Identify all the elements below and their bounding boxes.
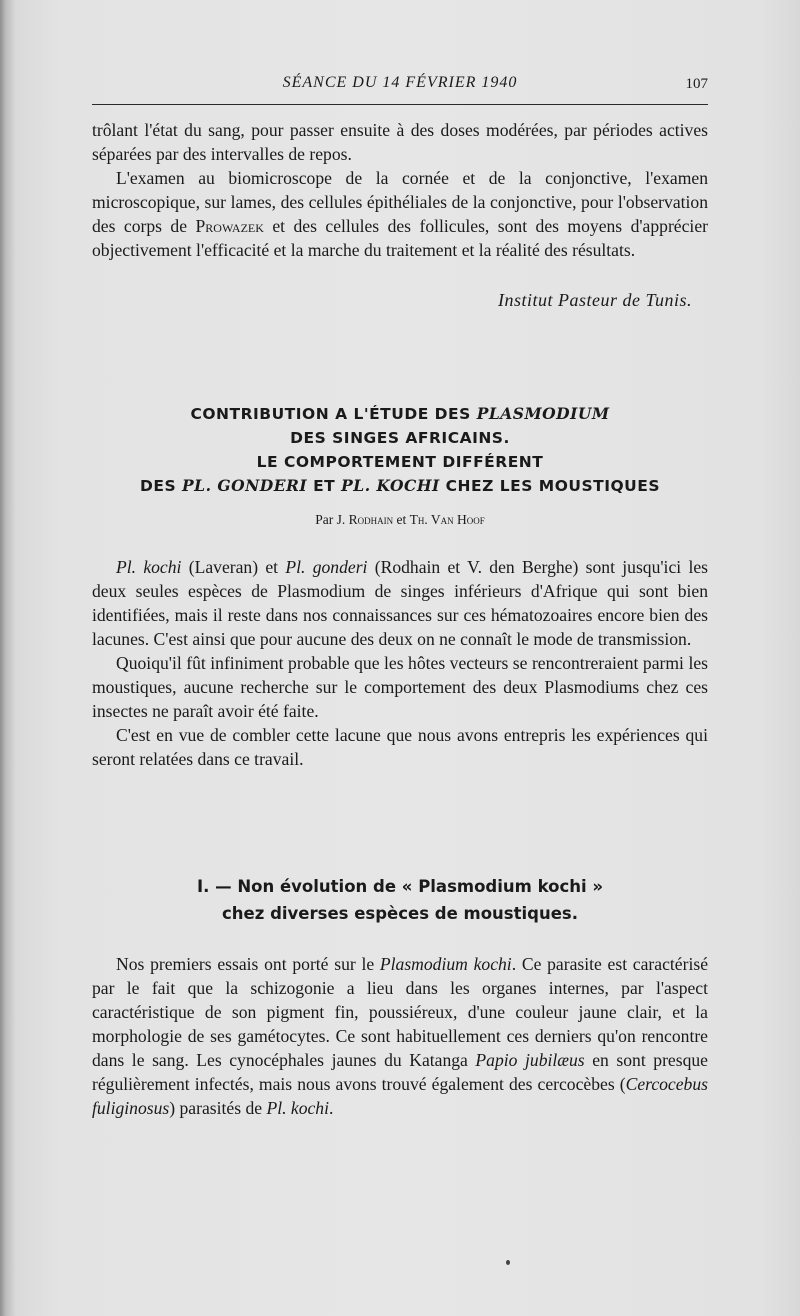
prev-paragraph-1: trôlant l'état du sang, pour passer ensuite à des doses modérées, par périodes actives séparées par des intervalles de repos. (92, 120, 708, 164)
article-title (92, 402, 708, 498)
title-l4-italic-1: PL. GONDERI (182, 476, 308, 495)
article-authors (92, 512, 708, 528)
p4-text-b: . Ce parasite est caractérisé par le fait que la schizogonie a lieu dans les organes internes, par l'aspect caractéristique de son pigment fin, poussiéreux, d'une couleur jaune clair, et la morphologie de ses gamétocytes. Ce sont habituellement ces derniers qu'on rencontre dans le sang. Les cynocéphales jaunes du Katanga (92, 954, 709, 1070)
section-heading-line-1: I. — Non évolution de « Plasmodium kochi » (196, 877, 604, 896)
title-l1-text: CONTRIBUTION A L'ÉTUDE DES (190, 405, 477, 423)
prev-p2-text-a: L'examen au biomicroscope de la cornée et de la conjonctive, l'examen microscopique, sur lames, des cellules épithéliales de la conjonctive, pour l'observation des corps de (92, 168, 708, 236)
title-line-2: DES SINGES AFRICAINS. (290, 429, 510, 447)
article-paragraph-3: C'est en vue de combler cette lacune que nous avons entrepris les expériences qui seront relatées dans ce travail. (92, 725, 708, 769)
p1-text-b: (Rodhain et V. den Berghe) sont jusqu'ici les deux seules espèces de Plasmodium de singes inférieurs d'Afrique qui sont bien identifiées, mais il reste dans nos connaissances sur ces hématozoaires encore bien des lacunes. C'est ainsi que pour aucune des deux on ne connaît le mode de transmission. (92, 557, 708, 649)
running-head (92, 74, 708, 100)
section-heading-line-2: chez diverses espèces de moustiques. (222, 904, 578, 923)
title-l4-text-a: DES (140, 477, 183, 495)
species-gonderi: Pl. gonderi (285, 557, 368, 577)
p4-italic-4: Pl. kochi (266, 1098, 329, 1118)
p4-italic-2: Papio jubilæus (475, 1050, 585, 1070)
title-line-3: LE COMPORTEMENT DIFFÉRENT (256, 453, 544, 471)
article-paragraph-2: Quoiqu'il fût infiniment probable que les hôtes vecteurs se rencontreraient parmi les moustiques, aucune recherche sur le comportement des deux Plasmodiums chez ces insectes ne paraît avoir été faite. (92, 653, 708, 721)
p4-text-a: Nos premiers essais ont porté sur le (116, 954, 380, 974)
p4-italic-3: Cercocebus fuliginosus (92, 1074, 708, 1118)
running-head-title: SÉANCE DU 14 FÉVRIER 1940 (282, 74, 518, 91)
title-l4-text-c: CHEZ LES MOUSTIQUES (439, 477, 660, 495)
species-kochi: Pl. kochi (116, 557, 182, 577)
title-l4-italic-2: PL. KOCHI (341, 476, 440, 495)
header-rule (92, 104, 708, 105)
p4-text-c: en sont presque régulièrement infectés, mais nous avons trouvé également des cercocèbes ( (92, 1050, 708, 1094)
author-2: Th. Van Hoof (409, 512, 485, 527)
prev-p2-text-b: et des cellules des follicules, sont des moyens d'apprécier objectivement l'efficacité et la marche du traitement et la réalité des résultats. (92, 216, 708, 260)
title-line-4 (92, 474, 708, 498)
article-paragraph-1 (92, 555, 708, 651)
page-number: 107 (685, 76, 708, 92)
ink-speck (506, 1260, 510, 1265)
institution-signature: Institut Pasteur de Tunis. (497, 290, 692, 310)
authors-and: et (393, 512, 410, 527)
authors-prefix: Par J. (315, 512, 349, 527)
p4-italic-1: Plasmodium kochi (379, 954, 512, 974)
author-1: Rodhain (348, 512, 394, 527)
p4-text-e: . (329, 1098, 334, 1118)
section-body (92, 952, 708, 1120)
author-name-prowazek: Prowazek (195, 216, 264, 236)
previous-article-text (92, 118, 708, 262)
article-paragraph-4 (92, 952, 708, 1120)
title-line-1 (92, 402, 708, 426)
title-l4-text-b: ET (307, 477, 342, 495)
title-l1-italic: PLASMODIUM (476, 404, 610, 423)
article-intro (92, 555, 708, 771)
p4-text-d: ) parasités de (169, 1098, 267, 1118)
prev-paragraph-2 (92, 166, 708, 262)
section-heading (92, 873, 708, 927)
p1-text-a: (Laveran) et (181, 557, 286, 577)
